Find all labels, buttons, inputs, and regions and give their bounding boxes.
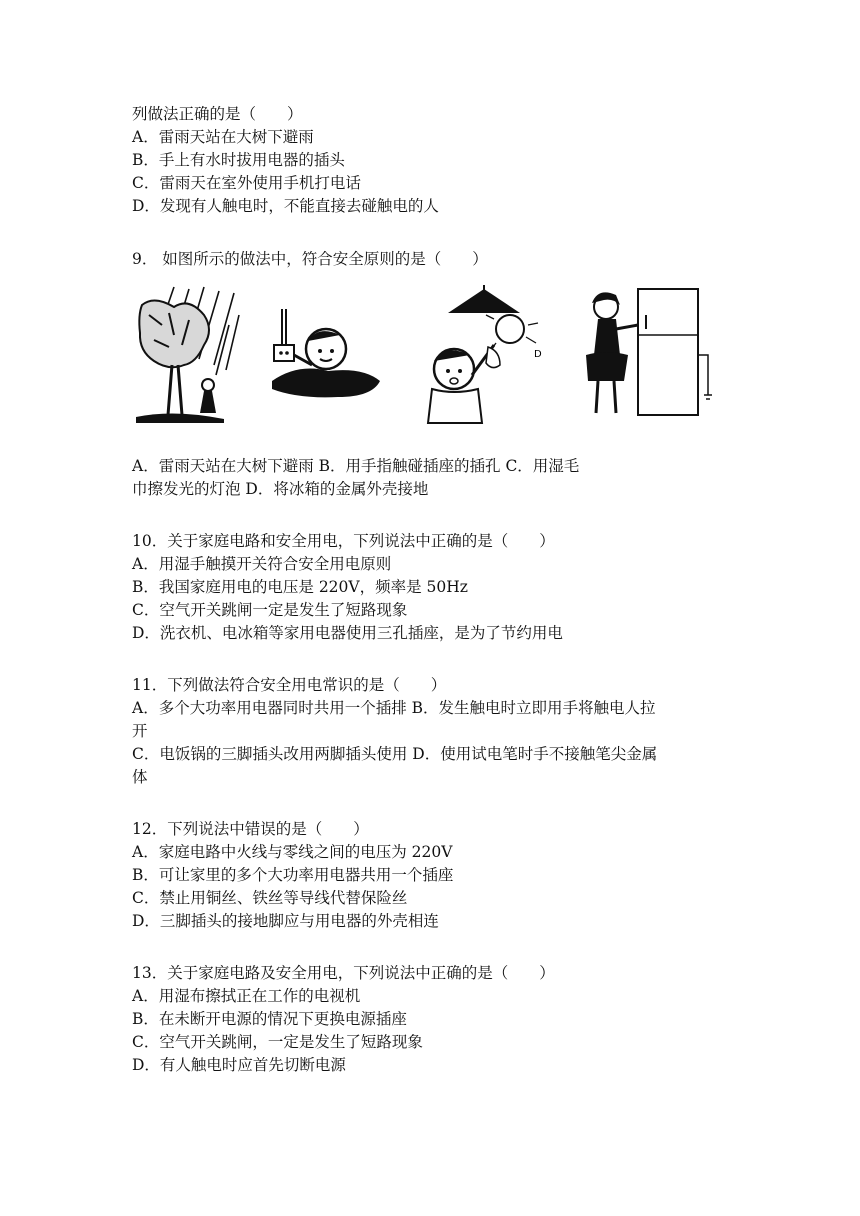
q11-stem: 11．下列做法符合安全用电常识的是（ ） bbox=[132, 676, 447, 694]
q9-stem: 9． 如图所示的做法中，符合安全原则的是（ ） bbox=[132, 250, 488, 268]
q10-option-d: D．洗衣机、电冰箱等家用电器使用三孔插座，是为了节约用电 bbox=[132, 624, 563, 642]
q12-option-c: C．禁止用铜丝、铁丝等导线代替保险丝 bbox=[132, 889, 408, 907]
q8-option-a: A．雷雨天站在大树下避雨 bbox=[132, 128, 314, 146]
tree-lightning-figure bbox=[134, 285, 244, 425]
fridge-ground-figure bbox=[576, 285, 726, 425]
q10-option-b: B．我国家庭用电的电压是 220V，频率是 50Hz bbox=[132, 578, 468, 596]
q10-option-c: C．空气开关跳闸一定是发生了短路现象 bbox=[132, 601, 408, 619]
q11-options-line1: A．多个大功率用电器同时共用一个插排 B．发生触电时立即用手将触电人拉 bbox=[132, 699, 656, 717]
wet-towel-bulb-figure bbox=[416, 285, 556, 425]
q13-option-c: C．空气开关跳闸，一定是发生了短路现象 bbox=[132, 1033, 423, 1051]
q11-options-line3: C．电饭锅的三脚插头改用两脚插头使用 D．使用试电笔时手不接触笔尖金属 bbox=[132, 745, 658, 763]
q10-stem: 10．关于家庭电路和安全用电，下列说法中正确的是（ ） bbox=[132, 532, 555, 550]
q12-stem: 12．下列说法中错误的是（ ） bbox=[132, 820, 369, 838]
q13-option-a: A．用湿布擦拭正在工作的电视机 bbox=[132, 987, 361, 1005]
q8-option-d: D．发现有人触电时，不能直接去碰触电的人 bbox=[132, 197, 439, 215]
q13-option-b: B．在未断开电源的情况下更换电源插座 bbox=[132, 1010, 407, 1028]
q9-options-line1: A．雷雨天站在大树下避雨 B．用手指触碰插座的插孔 C．用湿毛 bbox=[132, 457, 580, 475]
q13-option-d: D．有人触电时应首先切断电源 bbox=[132, 1056, 346, 1074]
q12-option-d: D．三脚插头的接地脚应与用电器的外壳相连 bbox=[132, 912, 439, 930]
q9-figures bbox=[130, 285, 730, 425]
q11-options-line2: 开 bbox=[132, 722, 148, 740]
q8-stem: 列做法正确的是（ ） bbox=[132, 105, 303, 123]
svg-text:D: D bbox=[534, 349, 542, 360]
q12-option-b: B．可让家里的多个大功率用电器共用一个插座 bbox=[132, 866, 454, 884]
q8-option-b: B．手上有水时拔用电器的插头 bbox=[132, 151, 345, 169]
q13-stem: 13．关于家庭电路及安全用电，下列说法中正确的是（ ） bbox=[132, 964, 555, 982]
q12-option-a: A．家庭电路中火线与零线之间的电压为 220V bbox=[132, 843, 453, 861]
finger-socket-figure bbox=[268, 285, 388, 425]
q11-options-line4: 体 bbox=[132, 768, 148, 786]
q10-option-a: A．用湿手触摸开关符合安全用电原则 bbox=[132, 555, 392, 573]
q8-option-c: C．雷雨天在室外使用手机打电话 bbox=[132, 174, 361, 192]
q9-options-line2: 巾擦发光的灯泡 D．将冰箱的金属外壳接地 bbox=[132, 480, 429, 498]
